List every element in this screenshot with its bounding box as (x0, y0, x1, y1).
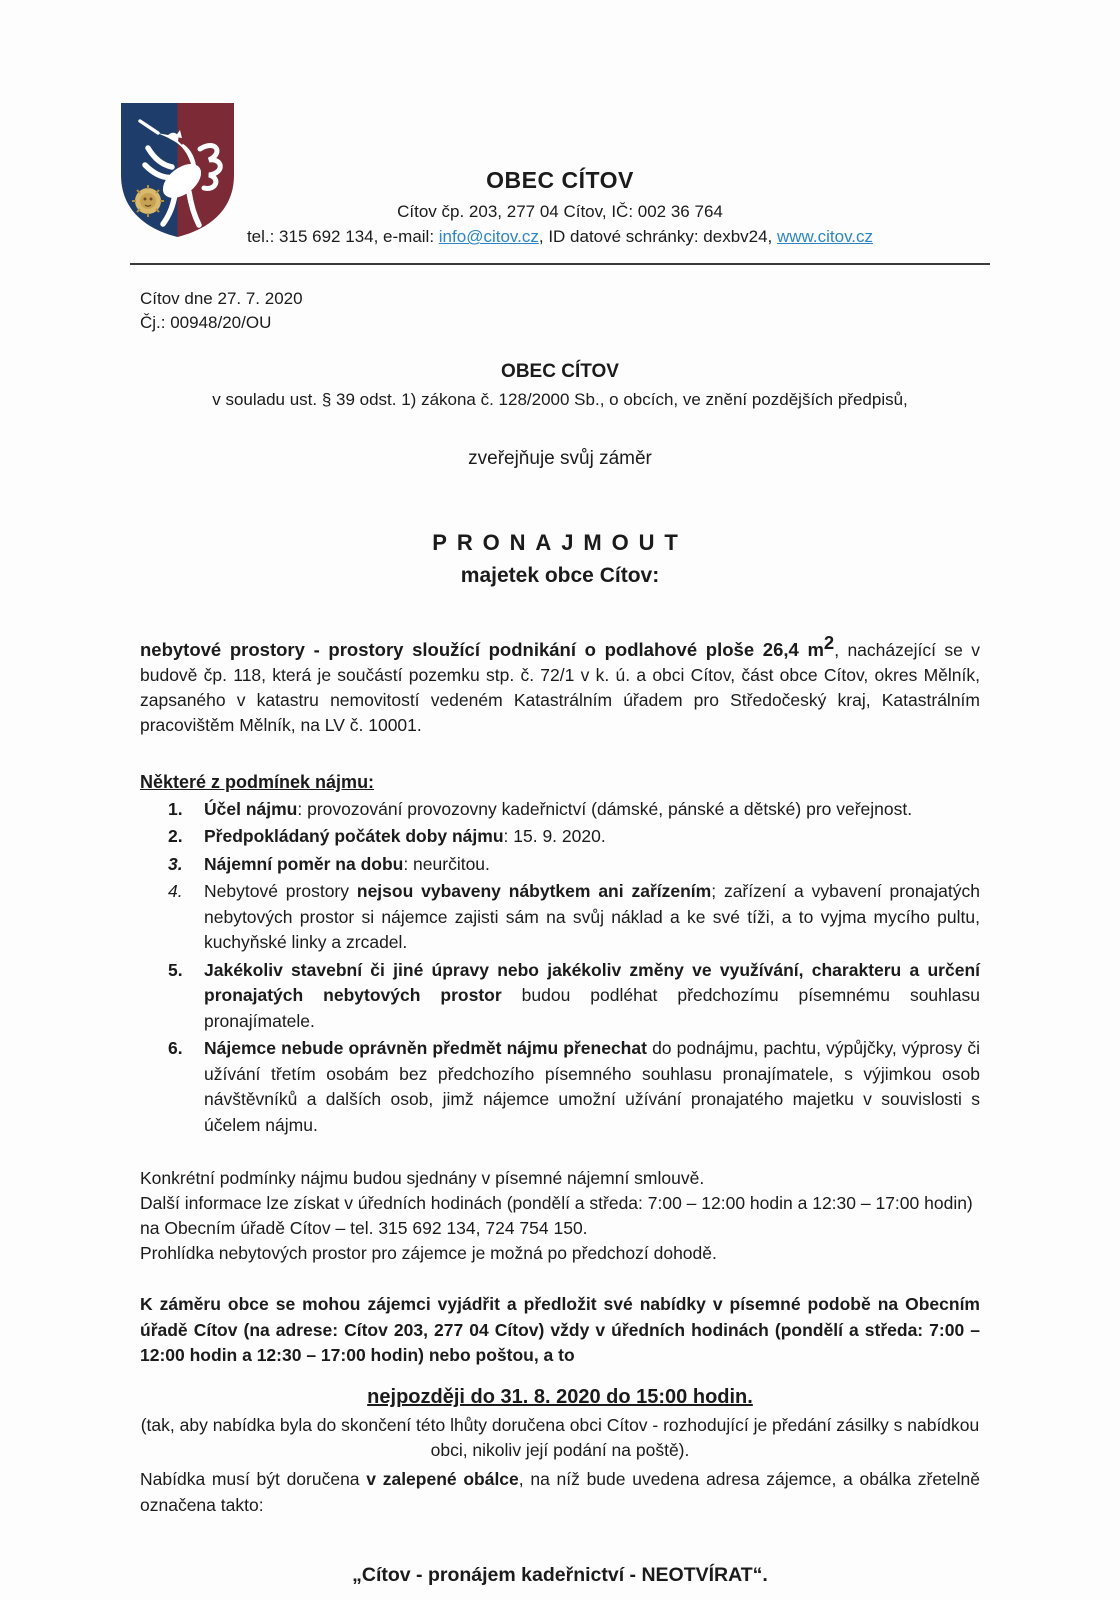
offer-instructions: K záměru obce se mohou zájemci vyjádřit a předložit své nabídky v písemné podobě na Obecním úřadě Cítov (na adrese: Cítov 203, 277 04 Cítov) vždy v úředních hodinách (pondělí a středa: 7:00 – 12:00 hodin a 12:30 – 17:00 hodin) nebo poštou, a to (140, 1294, 980, 1366)
list-item (140, 797, 980, 823)
note-contract: Konkrétní podmínky nájmu budou sjednány v písemné nájemní smlouvě. (140, 1168, 705, 1189)
reference-number: Čj.: 00948/20/OU (140, 313, 272, 332)
deadline-line: nejpozději do 31. 8. 2020 do 15:00 hodin. (367, 1386, 753, 1409)
header-divider (130, 263, 990, 265)
list-item-number: 3. (168, 853, 183, 874)
list-item-number: 5. (168, 959, 183, 980)
coat-of-arms-icon (112, 97, 243, 243)
org-title: OBEC CÍTOV (486, 167, 634, 193)
list-item-text: Účel nájmu: provozování provozovny kadeřnictví (dámské, pánské a dětské) pro veřejnost. (204, 798, 913, 819)
list-item-text: Jakékoliv stavební či jiné úpravy nebo jakékoliv změny ve využívání, charakteru a určení pronajatých nebytových prostor budou podléhat předchozímu písemnému souhlasu pronajímatele. (204, 959, 981, 1031)
contact-prefix: tel.: 315 692 134, e-mail: (246, 227, 439, 246)
list-item (140, 879, 980, 956)
list-item-text: Předpokládaný počátek doby nájmu: 15. 9. 2020. (204, 826, 606, 847)
note-viewing: Prohlídka nebytových prostor pro zájemce je možná po předchozí dohodě. (140, 1243, 717, 1264)
list-item-text: Nájemní poměr na dobu: neurčitou. (204, 853, 490, 874)
org-contact-line (140, 224, 980, 249)
legal-basis-line: v souladu ust. § 39 odst. 1) zákona č. 128/2000 Sb., o obcích, ve znění pozdějších předpisů, (212, 390, 908, 409)
notes-block (140, 1166, 980, 1266)
intro-org-name: OBEC CÍTOV (501, 361, 619, 382)
delivery-note: (tak, aby nabídka byla do skončení této lhůty doručena obci Cítov - rozhodující je předání zásilky s nabídkou obci, nikoliv její podání na poště). (140, 1415, 980, 1461)
date-line: Cítov dne 27. 7. 2020 (140, 289, 303, 308)
list-item (140, 1036, 980, 1138)
list-item-number: 4. (168, 881, 183, 902)
list-item (140, 958, 980, 1035)
email-link[interactable]: info@citov.cz (438, 227, 539, 246)
list-item-number: 6. (168, 1038, 183, 1059)
envelope-label: „Cítov - pronájem kadeřnictví - NEOTVÍRAT“. (352, 1564, 768, 1587)
list-item-number: 1. (168, 798, 183, 819)
intent-subtitle: majetek obce Cítov: (460, 564, 660, 587)
list-item-text: Nájemce nebude oprávněn předmět nájmu přenechat do podnájmu, pachtu, výpůjčky, výprosy či užívání třetím osobám bez předchozího písemného souhlasu pronajímatele, s výjimkou osob návštěvníků a dalších osob, jimž nájemce umožní užívání pronajatého majetku v souvislosti s účelem nájmu. (204, 1038, 980, 1135)
website-link[interactable]: www.citov.cz (777, 227, 874, 246)
letterhead (140, 165, 980, 249)
list-item-number: 2. (168, 826, 183, 847)
list-item (140, 824, 980, 850)
announcement-line: zveřejňuje svůj záměr (468, 448, 652, 469)
property-description: nebytové prostory - prostory sloužící podnikání o podlahové ploše 26,4 $m^2$, nacházející se v budově čp. 118, která je součástí pozemku stp. č. 72/1 v k. ú. a obci Cítov, část obce Cítov, okres Mělník, zapsaného v katastru nemovitostí vedeném Katastrálním úřadem pro Středočeský kraj, Katastrálním pracovištěm Mělník, na LV č. 10001. (140, 632, 980, 735)
list-item-text: Nebytové prostory nejsou vybaveny nábytkem ani zařízením; zařízení a vybavení pronajatých nebytových prostor si nájemce zajisti sám na svůj náklad a ke své tíži, a to vyjma mycího pultu, kuchyňské linky a zrcadel. (204, 881, 981, 953)
list-item (140, 852, 980, 878)
conditions-heading: Některé z podmínek nájmu: (140, 771, 375, 792)
document-meta (140, 287, 980, 335)
note-info-hours: Další informace lze získat v úředních hodinách (pondělí a středa: 7:00 – 12:00 hodin a 12:30 – 17:00 hodin) na Obecním úřadě Cítov – tel. 315 692 134, 724 754 150. (140, 1193, 973, 1239)
intent-title: PRONAJMOUT (432, 530, 688, 555)
envelope-instructions: Nabídka musí být doručena v zalepené obálce, na níž bude uvedena adresa zájemce, a obálka zřetelně označena takto: (140, 1469, 980, 1515)
contact-middle: , ID datové schránky: dexbv24, (538, 227, 777, 246)
org-address: Cítov čp. 203, 277 04 Cítov, IČ: 002 36 764 (397, 202, 723, 221)
conditions-list (140, 797, 980, 1139)
